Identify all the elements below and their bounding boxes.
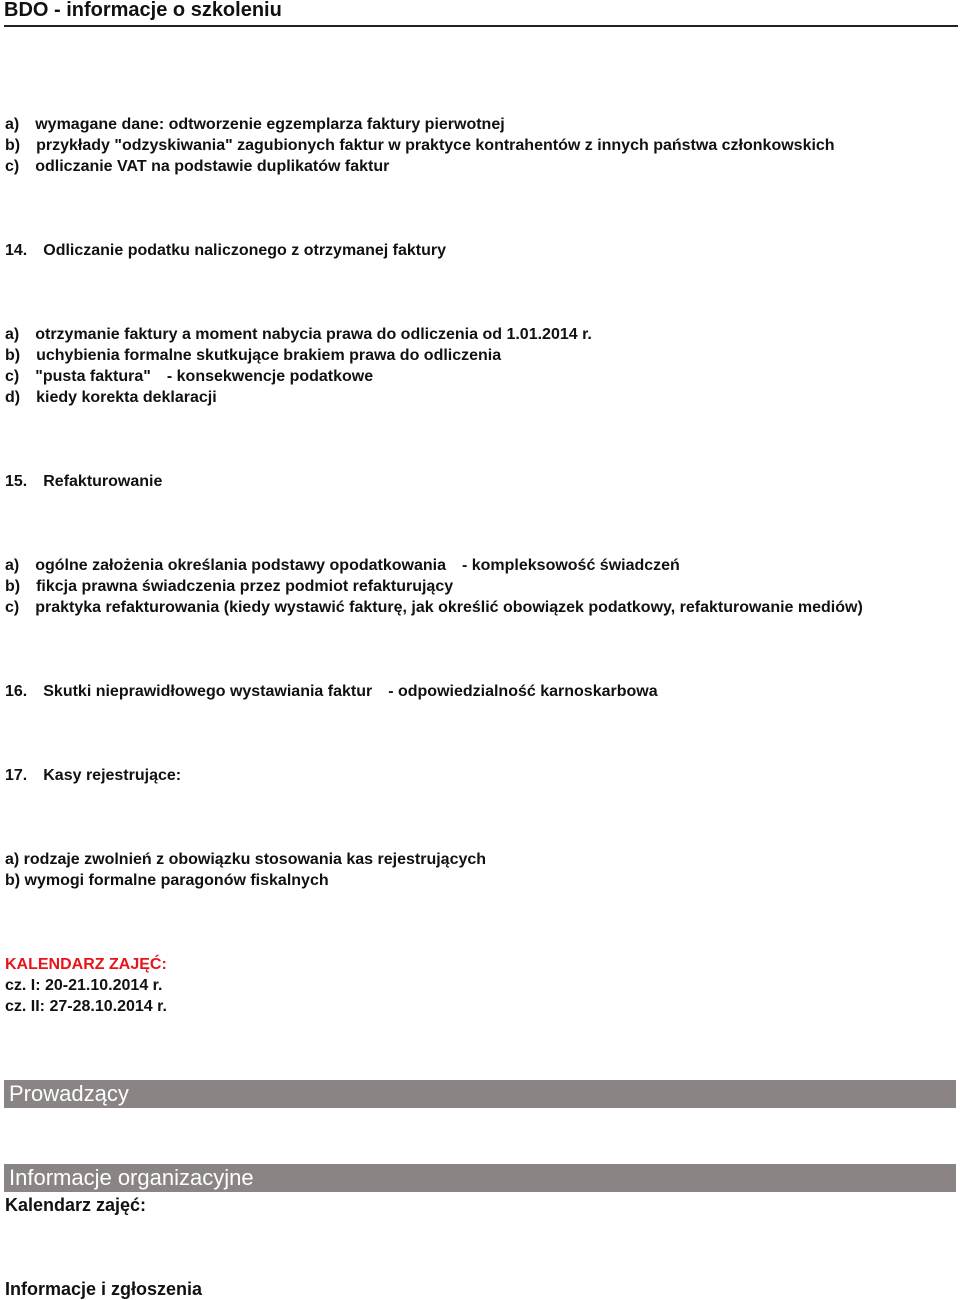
page-title: BDO - informacje o szkoleniu [4,0,282,21]
info-signup-label: Informacje i zgłoszenia [5,1279,203,1299]
org-info-section-header: Informacje organizacyjne [4,1164,956,1192]
list-item: b) fikcja prawna świadczenia przez podmiot refakturujący [5,578,454,595]
section-heading: 14. Odliczanie podatku naliczonego z otrzymanej faktury [5,242,446,259]
list-item: a) wymagane dane: odtworzenie egzemplarza faktury pierwotnej [5,116,505,133]
list-item: b) uchybienia formalne skutkujące brakiem prawa do odliczenia [5,347,502,364]
list-item: c) "pusta faktura" - konsekwencje podatkowe [5,368,374,385]
section-heading: 15. Refakturowanie [5,473,163,490]
header-divider [4,25,958,27]
list-item: a) ogólne założenia określania podstawy opodatkowania - kompleksowość świadczeń [5,557,680,574]
calendar-date: cz. I: 20-21.10.2014 r. [5,977,163,994]
calendar-date: cz. II: 27-28.10.2014 r. [5,998,167,1015]
list-item: b) wymogi formalne paragonów fiskalnych [5,872,329,889]
list-item: a) otrzymanie faktury a moment nabycia prawa do odliczenia od 1.01.2014 r. [5,326,592,343]
page-header [0,0,960,27]
list-item: d) kiedy korekta deklaracji [5,389,217,406]
section-heading: 16. Skutki nieprawidłowego wystawiania faktur - odpowiedzialność karnoskarbowa [5,683,658,700]
calendar-heading: KALENDARZ ZAJĘĆ: [5,956,167,973]
calendar-label: Kalendarz zajęć: [5,1195,147,1215]
list-item: a) rodzaje zwolnień z obowiązku stosowania kas rejestrujących [5,851,487,868]
section-heading: 17. Kasy rejestrujące: [5,767,182,784]
presenter-section-header: Prowadzący [4,1080,956,1108]
list-item: c) praktyka refakturowania (kiedy wystawić fakturę, jak określić obowiązek podatkowy, refakturowanie mediów) [5,599,863,616]
list-item: c) odliczanie VAT na podstawie duplikatów faktur [5,158,390,175]
list-item: b) przykłady "odzyskiwania" zagubionych faktur w praktyce kontrahentów z innych państwa członkowskich [5,137,835,154]
